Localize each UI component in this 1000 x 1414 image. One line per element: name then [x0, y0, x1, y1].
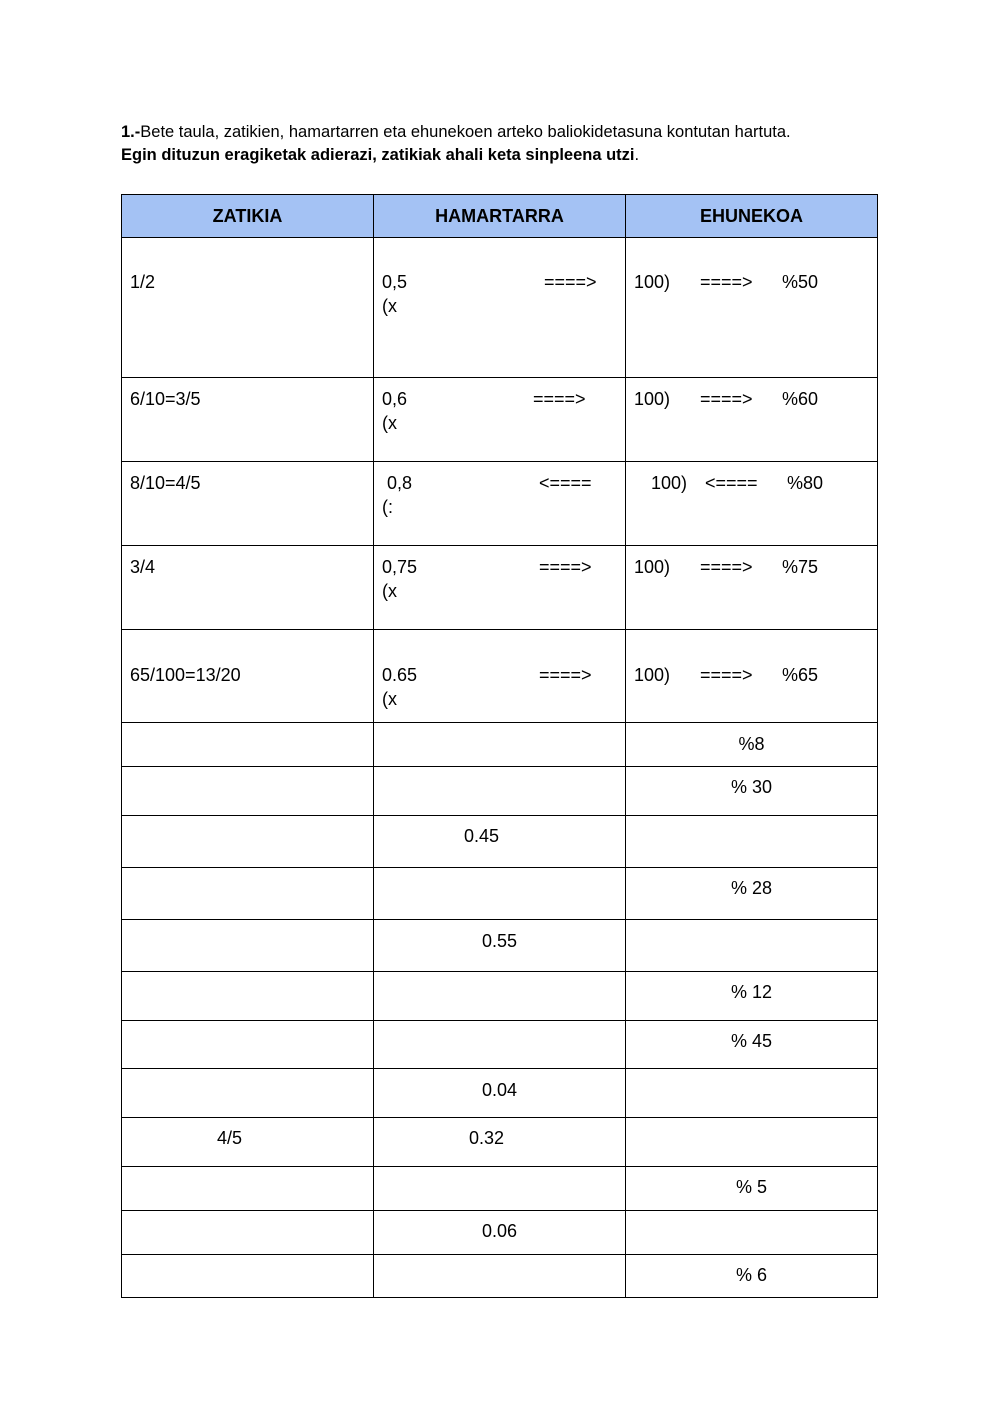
percent-value: %80: [787, 473, 824, 493]
percent-cell[interactable]: [626, 723, 878, 767]
decimal-cell[interactable]: [374, 868, 626, 920]
example-row: [122, 630, 878, 723]
operation-close: 100): [651, 473, 688, 493]
percent-cell[interactable]: [626, 816, 878, 868]
percent-cell[interactable]: [626, 972, 878, 1021]
decimal-value: 0,6: [382, 389, 408, 409]
header-ehunekoa: EHUNEKOA: [626, 195, 878, 238]
fraction-value: 1/2: [130, 272, 156, 292]
percent-value: % 12: [730, 982, 773, 1002]
fraction-cell[interactable]: [122, 1021, 374, 1069]
percent-cell[interactable]: [626, 546, 878, 630]
decimal-value: 0,8: [387, 473, 413, 493]
decimal-value: 0.55: [481, 931, 518, 951]
example-row: [122, 546, 878, 630]
arrow-right: ====>: [533, 389, 586, 409]
decimal-cell[interactable]: [374, 1021, 626, 1069]
arrow-right: ====>: [700, 665, 753, 685]
percent-value: % 28: [730, 878, 773, 898]
equivalence-table: [121, 194, 878, 1298]
exercise-number: 1.-: [121, 123, 141, 141]
percent-cell[interactable]: [626, 462, 878, 546]
fraction-value: 3/4: [130, 557, 156, 577]
percent-cell[interactable]: [626, 1118, 878, 1167]
header-hamartarra: HAMARTARRA: [374, 195, 626, 238]
percent-value: %65: [782, 665, 819, 685]
arrow-right: ====>: [539, 665, 592, 685]
decimal-cell[interactable]: [374, 238, 626, 378]
decimal-cell[interactable]: [374, 1118, 626, 1167]
fraction-value: 6/10=3/5: [130, 389, 201, 409]
decimal-value: 0.32: [469, 1128, 505, 1148]
instructions-line-1: [121, 121, 891, 144]
fraction-value: 4/5: [217, 1128, 243, 1148]
example-row: [122, 462, 878, 546]
arrow-right: ====>: [539, 557, 592, 577]
example-row: [122, 238, 878, 378]
exercise-row: [122, 723, 878, 767]
exercise-row: [122, 1211, 878, 1255]
decimal-cell[interactable]: [374, 767, 626, 816]
exercise-row: [122, 816, 878, 868]
exercise-row: [122, 1069, 878, 1118]
decimal-cell[interactable]: [374, 1211, 626, 1255]
fraction-cell[interactable]: [122, 378, 374, 462]
fraction-cell[interactable]: [122, 868, 374, 920]
decimal-cell[interactable]: [374, 816, 626, 868]
percent-cell[interactable]: [626, 920, 878, 972]
instructions-text-1: Bete taula, zatikien, hamartarren eta ehunekoen arteko baliokidetasuna kontutan hartuta.: [140, 123, 791, 141]
arrow-right: ====>: [700, 389, 753, 409]
decimal-cell[interactable]: [374, 723, 626, 767]
percent-cell[interactable]: [626, 378, 878, 462]
exercise-row: [122, 1118, 878, 1167]
exercise-row: [122, 868, 878, 920]
percent-cell[interactable]: [626, 1167, 878, 1211]
header-zatikia: ZATIKIA: [122, 195, 374, 238]
percent-cell[interactable]: [626, 767, 878, 816]
percent-value: % 45: [730, 1031, 773, 1051]
decimal-cell[interactable]: [374, 378, 626, 462]
operation-open: (x: [382, 413, 397, 433]
operation-open: (x: [382, 296, 397, 316]
fraction-cell[interactable]: [122, 816, 374, 868]
operation-close: 100): [634, 665, 671, 685]
instructions-period: .: [634, 146, 640, 164]
operation-close: 100): [634, 272, 671, 292]
decimal-value: 0,5: [382, 272, 408, 292]
fraction-cell[interactable]: [122, 630, 374, 723]
fraction-cell[interactable]: [122, 1255, 374, 1298]
decimal-value: 0.45: [464, 826, 500, 846]
fraction-cell[interactable]: [122, 1069, 374, 1118]
percent-cell[interactable]: [626, 1069, 878, 1118]
example-row: [122, 378, 878, 462]
percent-value: % 6: [735, 1265, 768, 1285]
exercise-row: [122, 972, 878, 1021]
operation-open: (x: [382, 689, 397, 709]
operation-open: (x: [382, 581, 397, 601]
fraction-cell[interactable]: [122, 462, 374, 546]
table-header-row: [122, 195, 878, 238]
percent-cell[interactable]: [626, 630, 878, 723]
percent-value: %75: [782, 557, 819, 577]
decimal-value: 0.65: [382, 665, 418, 685]
fraction-cell[interactable]: [122, 1118, 374, 1167]
decimal-cell[interactable]: [374, 462, 626, 546]
exercise-row: [122, 1167, 878, 1211]
decimal-value: 0,75: [382, 557, 418, 577]
percent-cell[interactable]: [626, 1021, 878, 1069]
arrow-right: ====>: [544, 272, 597, 292]
instructions-text-2: Egin dituzun eragiketak adierazi, zatikiak ahali keta sinpleena utzi: [121, 146, 635, 164]
exercise-row: [122, 1255, 878, 1298]
decimal-cell[interactable]: [374, 972, 626, 1021]
percent-cell[interactable]: [626, 1211, 878, 1255]
percent-value: %50: [782, 272, 819, 292]
decimal-value: 0.04: [481, 1080, 518, 1100]
operation-close: 100): [634, 557, 671, 577]
fraction-value: 65/100=13/20: [130, 665, 241, 685]
fraction-cell[interactable]: [122, 723, 374, 767]
arrow-right: ====>: [700, 557, 753, 577]
arrow-left: <====: [539, 473, 592, 493]
exercise-row: [122, 1021, 878, 1069]
fraction-cell[interactable]: [122, 1211, 374, 1255]
percent-cell[interactable]: [626, 868, 878, 920]
fraction-cell[interactable]: [122, 920, 374, 972]
exercise-row: [122, 920, 878, 972]
decimal-value: 0.06: [481, 1221, 518, 1241]
percent-value: %60: [782, 389, 819, 409]
fraction-value: 8/10=4/5: [130, 473, 201, 493]
operation-open: (:: [382, 497, 393, 517]
instructions-line-2: [121, 144, 891, 167]
fraction-cell[interactable]: [122, 972, 374, 1021]
percent-value: % 30: [730, 777, 773, 797]
instructions: [121, 121, 891, 167]
fraction-cell[interactable]: [122, 1167, 374, 1211]
fraction-cell[interactable]: [122, 238, 374, 378]
percent-value: %8: [738, 734, 765, 754]
percent-value: % 5: [735, 1177, 768, 1197]
exercise-row: [122, 767, 878, 816]
percent-cell[interactable]: [626, 1255, 878, 1298]
decimal-cell[interactable]: [374, 1167, 626, 1211]
arrow-right: ====>: [700, 272, 753, 292]
decimal-cell[interactable]: [374, 1255, 626, 1298]
arrow-left: <====: [705, 473, 758, 493]
operation-close: 100): [634, 389, 671, 409]
decimal-cell[interactable]: [374, 920, 626, 972]
decimal-cell[interactable]: [374, 630, 626, 723]
percent-cell[interactable]: [626, 238, 878, 378]
fraction-cell[interactable]: [122, 546, 374, 630]
decimal-cell[interactable]: [374, 1069, 626, 1118]
decimal-cell[interactable]: [374, 546, 626, 630]
fraction-cell[interactable]: [122, 767, 374, 816]
